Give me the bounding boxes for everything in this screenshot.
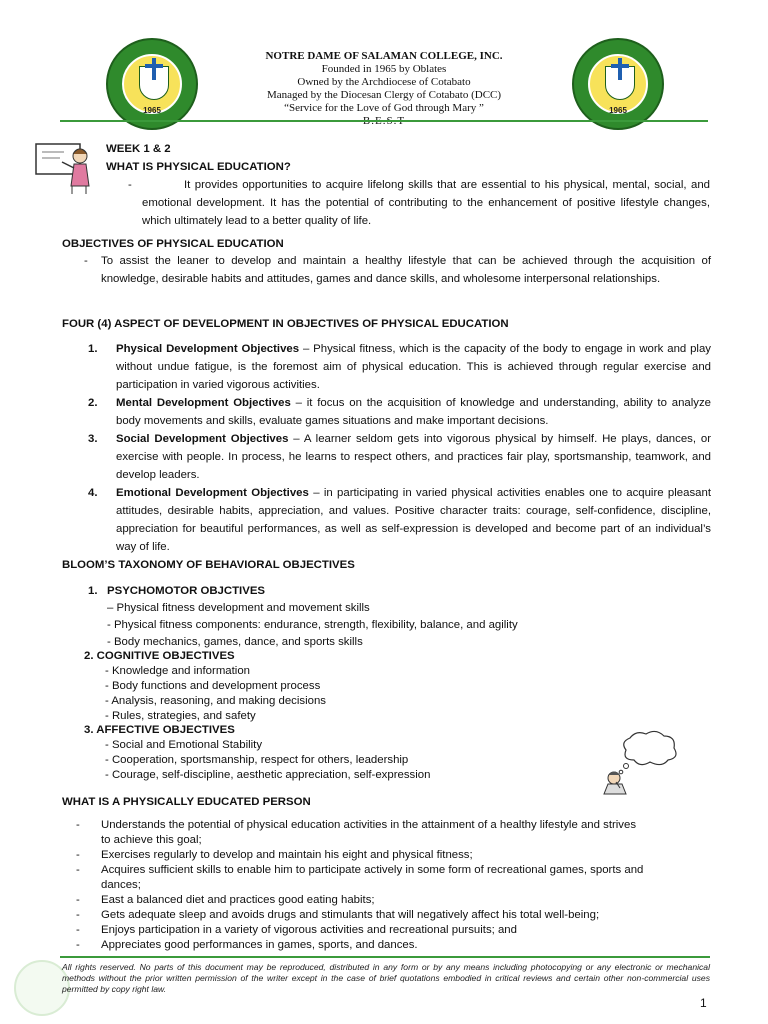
- list-item: - Courage, self-discipline, aesthetic appreciation, self-expression: [105, 769, 431, 781]
- four-aspects-list: [88, 340, 711, 556]
- school-seal-left: 1965: [106, 38, 198, 130]
- school-seal-right: 1965: [572, 38, 664, 130]
- motto-line: “Service for the Love of God through Mary ”: [284, 102, 484, 114]
- list-item: - Acquires sufficient skills to enable him to participate actively in some form of recreational games, sports and dances;: [76, 864, 644, 891]
- list-item: - Social and Emotional Stability: [105, 739, 263, 751]
- managed-line: Managed by the Diocesan Clergy of Cotabato (DCC): [266, 89, 502, 101]
- affective-title: 3. AFFECTIVE OBJECTIVES: [84, 724, 235, 736]
- section-title-objectives: OBJECTIVES OF PHYSICAL EDUCATION: [62, 238, 284, 250]
- page-number: 1: [700, 996, 707, 1010]
- psychomotor-number: 1.: [88, 585, 98, 597]
- footer-divider: [60, 956, 710, 958]
- header-divider: [60, 120, 708, 122]
- intro-paragraph: It provides opportunities to acquire lifelong skills that are essential to his physical, mental, social, and emotional development. It has the potential of contributing to the enhancement of positive lifestyle changes, which ultimately lead to a better quality of life.: [142, 179, 710, 227]
- section-title-four-aspects: FOUR (4) ASPECT OF DEVELOPMENT IN OBJECTIVES OF PHYSICAL EDUCATION: [62, 318, 509, 330]
- list-item: - Cooperation, sportsmanship, respect for others, leadership: [105, 754, 409, 766]
- cognitive-items: [105, 664, 326, 724]
- list-item: 4. Emotional Development Objectives – in participating in varied physical activities enables one to acquire pleasant attitudes, desirable habits, appreciation, and values. Positive character traits: courage, self-confidence, discipline, appreciation for beautiful performances, as well as self-expression is developed and become part of an individual’s way of life.: [88, 487, 711, 553]
- college-name: NOTRE DAME OF SALAMAN COLLEGE, INC.: [265, 50, 503, 62]
- cognitive-title: 2. COGNITIVE OBJECTIVES: [84, 650, 235, 662]
- list-item: - East a balanced diet and practices good eating habits;: [76, 894, 375, 906]
- list-item: - Body functions and development process: [105, 680, 321, 692]
- section-title-what-is-pe: WHAT IS PHYSICAL EDUCATION?: [106, 161, 291, 173]
- list-item: 1. Physical Development Objectives – Physical fitness, which is the capacity of the body to engage in work and play without undue fatigue, is the foremost aim of physical education. This is achieved through regular exercise and participation in varied vigorous activities.: [88, 343, 711, 391]
- week-label: WEEK 1 & 2: [106, 143, 171, 155]
- teacher-clipart: [34, 140, 98, 196]
- list-item: 3. Social Development Objectives – A learner seldom gets into vigorous physical by himself. He plays, dances, or exercise with people. In process, he learns to respect others, and practices fair play, sportsmanship, teamwork, and develop leaders.: [88, 433, 712, 481]
- list-item: – Physical fitness development and movement skills: [107, 602, 370, 614]
- section-title-educated-person: WHAT IS A PHYSICALLY EDUCATED PERSON: [62, 796, 311, 808]
- list-item: - Understands the potential of physical education activities in the attainment of a healthy lifestyle and strives to achieve this goal;: [76, 819, 637, 846]
- copyright-notice: All rights reserved. No parts of this document may be reproduced, distributed in any form or by any means including photocopying or any electronic or mechanical methods without the prior written permission of the writer except in the case of brief quotations embodied in critical reviews and certain other non-commercial uses permitted by copy right law.: [62, 962, 710, 994]
- list-item: - Physical fitness components: endurance, strength, flexibility, balance, and agility: [107, 619, 518, 631]
- psychomotor-items: [107, 600, 518, 651]
- affective-items: [105, 738, 430, 783]
- objectives-dash: -: [84, 255, 88, 267]
- list-item: 2. Mental Development Objectives – it focus on the acquisition of knowledge and understanding, ability to analyze body movements and skills, evaluate games situations and make important decisions.: [88, 397, 711, 427]
- psychomotor-title: PSYCHOMOTOR OBJCTIVES: [107, 585, 266, 597]
- list-item: - Knowledge and information: [105, 665, 251, 677]
- list-item: - Appreciates good performances in games, sports, and dances.: [76, 939, 418, 951]
- list-item: - Body mechanics, games, dance, and sports skills: [107, 636, 363, 648]
- letterhead: [200, 50, 568, 128]
- owned-line: Owned by the Archdiocese of Cotabato: [297, 76, 471, 88]
- educated-list: [76, 818, 716, 953]
- list-item: - Rules, strategies, and safety: [105, 710, 256, 722]
- list-item: - Exercises regularly to develop and maintain his eight and physical fitness;: [76, 849, 473, 861]
- list-item: - Gets adequate sleep and avoids drugs and stimulants that will negatively affect his total well-being;: [76, 909, 600, 921]
- list-item: - Analysis, reasoning, and making decisions: [105, 695, 326, 707]
- thinking-person-clipart: [600, 730, 680, 796]
- objectives-paragraph: To assist the leaner to develop and maintain a healthy lifestyle that can be achieved through the acquisition of knowledge, desirable habits and attitudes, games and dance skills, and wholesome interpersonal relationships.: [101, 255, 711, 285]
- founded-line: Founded in 1965 by Oblates: [321, 63, 447, 75]
- section-title-bloom: BLOOM’S TAXONOMY OF BEHAVIORAL OBJECTIVES: [62, 559, 355, 571]
- intro-dash: -: [128, 179, 132, 191]
- list-item: - Enjoys participation in a variety of vigorous activities and recreational pursuits; and: [76, 924, 517, 936]
